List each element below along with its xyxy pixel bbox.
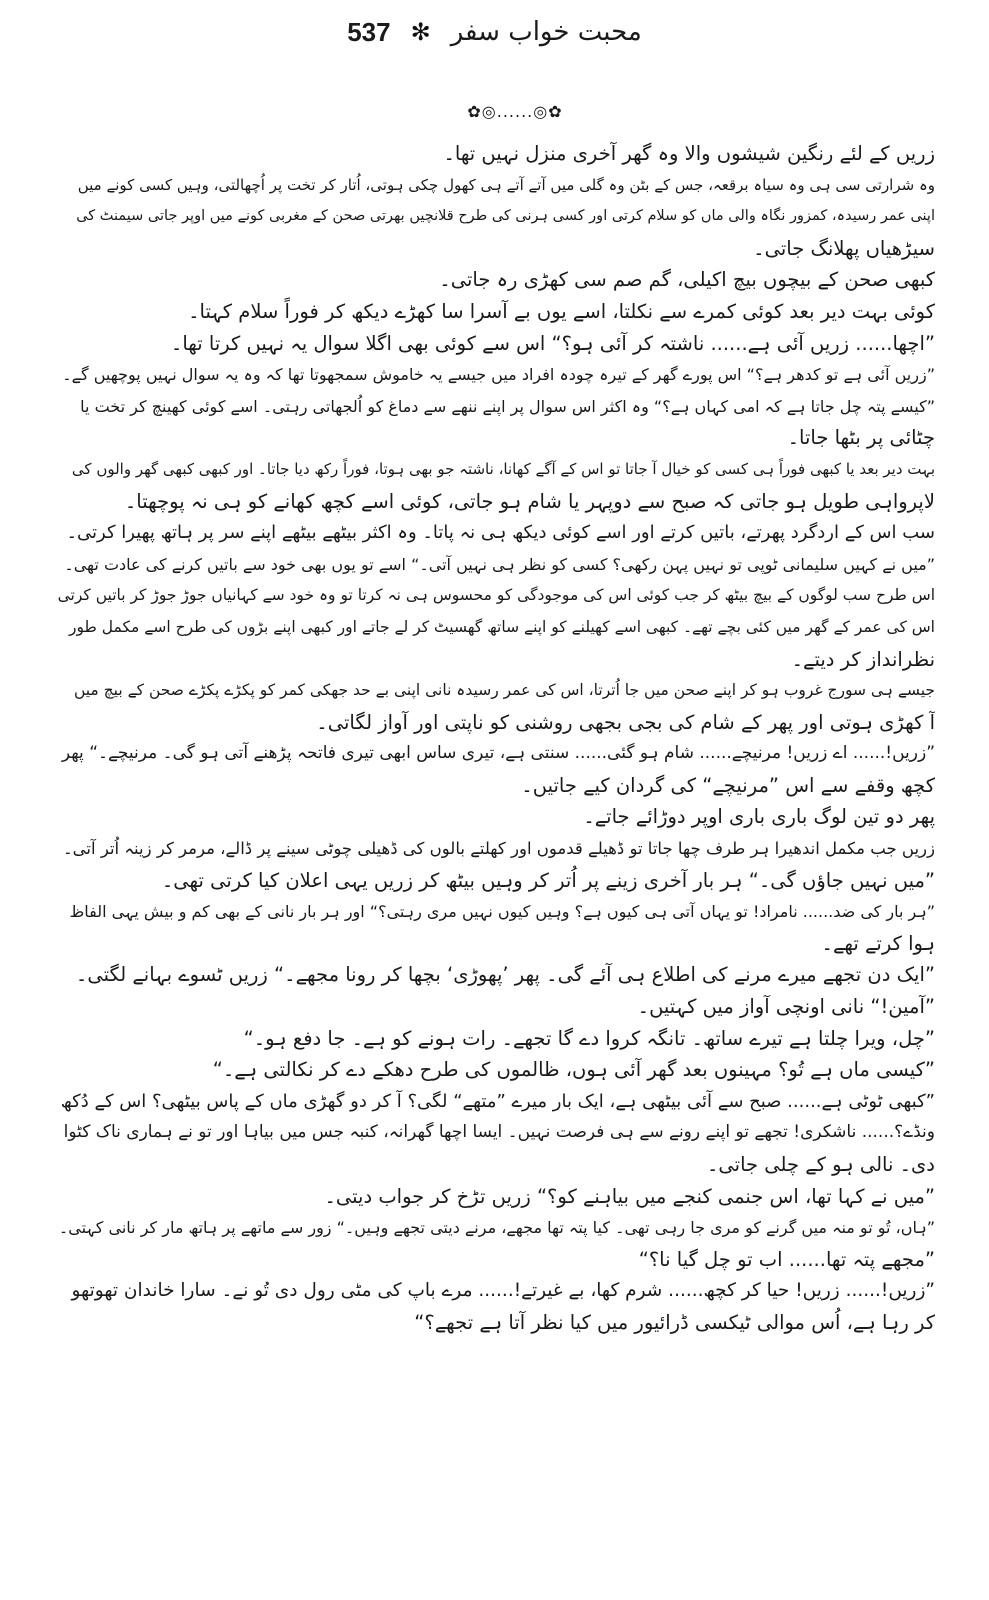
text-line: ”اچھا...... زریں آئی ہے...... ناشتہ کر آئی ہو؟“ اس سے کوئی بھی اگلا سوال یہ نہیں کرتا تھا۔	[170, 331, 935, 355]
text-line: ”چل، ویرا چلتا ہے تیرے ساتھ۔ تانگہ کروا دے گا تجھے۔ رات ہونے کو ہے۔ جا دفع ہو۔“	[243, 1026, 935, 1050]
text-line: ونڈے؟...... ناشکری! تجھے تو اپنے رونے سے ہی فرصت نہیں۔ ایسا اچھا گھرانہ، کنبہ جس میں بیاہا اور تو نے ہماری ناک کٹوا	[63, 1122, 935, 1143]
text-line: کبھی صحن کے بیچوں بیچ اکیلی، گم صم سی کھڑی رہ جاتی۔	[439, 268, 935, 292]
text-line: جیسے ہی سورج غروب ہو کر اپنے صحن میں جا اُترتا، اس کی عمر رسیدہ نانی اپنی بے حد جھکی کمر کو پکڑے پکڑے صحن کے بیچ میں	[73, 681, 935, 700]
text-line: زریں جب مکمل اندھیرا ہر طرف چھا جاتا تو ڈھیلے قدموں اور کھلتے بالوں کی ڈھیلی چوٹی سینے پر ڈالے، مرمر کر زینہ اُتر آتی۔	[63, 839, 935, 859]
text-line: ”میں نہیں جاؤں گی۔“ ہر بار آخری زینے پر اُتر کر وہیں بیٹھ کر زریں یہی اعلان کیا کرتی تھی۔	[161, 868, 935, 892]
text-line: اس کی عمر کے گھر میں کئی بچے تھے۔ کبھی اسے کھیلنے کو اپنے ساتھ گھسیٹ کر لے جاتے اور کبھی اپنے بڑوں کی طرح اسے مکمل طور	[69, 617, 935, 636]
text-line: ”میں نے کہا تھا، اس جنمی کنجے میں بیاہنے کو؟“ زریں تڑخ کر جواب دیتی۔	[324, 1184, 935, 1208]
text-line: آ کھڑی ہوتی اور پھر کے شام کی بجی بجھی روشنی کو ناپتی اور آواز لگاتی۔	[316, 710, 935, 734]
star-icon: ✻	[410, 18, 431, 46]
text-line: ”ہاں، تُو تو منہ میں گرنے کو مری جا رہی تھی۔ کیا پتہ تھا مجھے، مرنے دیتی تجھے وہیں۔“ زور سے ماتھے پر ہاتھ مار کر نانی کہتی۔	[58, 1218, 935, 1238]
text-line: ”زریں!...... زریں! حیا کر کچھ...... شرم کھا، بے غیرتے!...... مرے باپ کی مٹی رول دی تُو نے۔ سارا خاندان تھوتھو	[71, 1280, 935, 1302]
page-number: 537	[347, 16, 391, 47]
text-line: ہوا کرتے تھے۔	[821, 931, 935, 955]
text-line: ”ایک دن تجھے میرے مرنے کی اطلاع ہی آئے گی۔ پھر ’پھوڑی‘ بچھا کر رونا مجھے۔“ زریں ٹسوے بہانے لگتی۔	[75, 963, 935, 987]
text-line: وہ شرارتی سی ہی وہ سیاہ برقعہ، جس کے بٹن وہ گلی میں آتے آتے ہی کھول چکی ہوتی، اُتار کر تخت پر اُچھالتی، وہیں کسی کونے میں	[77, 175, 935, 194]
section-divider: ✿◎......◎✿	[467, 102, 563, 121]
text-line: ”آمین!“ نانی اونچی آواز میں کہتیں۔	[637, 995, 935, 1019]
text-line: سب اس کے اردگرد پھرتے، باتیں کرتے اور اسے کوئی دیکھ ہی نہ پاتا۔ وہ اکثر بیٹھے بیٹھے اپنے سر پر ہاتھ پھیرا کرتی۔	[66, 522, 935, 544]
body-text	[55, 138, 935, 1593]
text-line: ”زریں!...... اے زریں! مرنیچے...... شام ہو گئی...... سنتی ہے، تیری ساس ابھی تیری فاتحہ پڑھنے آتی ہو گی۔ مرنیچے۔“ پھر	[61, 743, 935, 764]
text-line: کوئی بہت دیر بعد کوئی کمرے سے نکلتا، اسے یوں بے آسرا سا کھڑے دیکھ کر فوراً سلام کہتا۔	[188, 299, 935, 323]
page-header	[0, 12, 989, 52]
text-line: کچھ وقفے سے اس ”مرنیچے“ کی گردان کیے جاتیں۔	[521, 773, 935, 797]
text-line: اپنی عمر رسیدہ، کمزور نگاہ والی ماں کو سلام کرتی اور کسی ہرنی کی طرح قلانچیں بھرتی صحن کے مغربی کونے میں اوپر جاتی سیمنٹ کی	[76, 208, 935, 225]
text-line: چٹائی پر بٹھا جاتا۔	[787, 426, 935, 450]
text-line: ”میں نے کہیں سلیمانی ٹوپی تو نہیں پہن رکھی؟ کسی کو نظر ہی نہیں آتی۔“ اسے تو یوں بھی خود سے باتیں کرنے کی عادت تھی۔	[64, 554, 935, 574]
text-line: ”زریں آئی ہے تو کدھر ہے؟“ اس پورے گھر کے تیرہ چودہ افراد میں جیسے یہ خاموش سمجھوتا تھا کہ وہ یہ سوال نہیں پوچھیں گے۔	[62, 365, 935, 385]
text-line: ”کیسے پتہ چل جاتا ہے کہ امی کہاں ہے؟“ وہ اکثر اس سوال پر اپنے ننھے سے دماغ کو اُلجھاتی رہتی۔ اسے کوئی کھینچ کر تخت یا	[80, 396, 935, 416]
text-line: لاپرواہی طویل ہو جاتی کہ صبح سے دوپہر یا شام ہو جاتی، کوئی اسے کچھ کھانے کو ہی نہ پوچھتا۔	[124, 489, 935, 513]
text-line: ”ہر بار کی ضد...... نامراد! تو یہاں آتی ہی کیوں ہے؟ وہیں کیوں نہیں مری رہتی؟“ اور ہر بار نانی کے بھی کم و بیش یہی الفاظ	[69, 902, 935, 922]
text-line: اس طرح سب لوگوں کے بیچ بیٹھ کر جب کوئی اس کی موجودگی کو محسوس ہی نہ کرتا تو وہ خود سے کہانیاں جوڑ جوڑ کر باتیں کرتی	[57, 586, 935, 605]
text-line: دی۔ نالی ہو کے چلی جاتی۔	[706, 1153, 935, 1176]
text-line: کر رہا ہے، اُس موالی ٹیکسی ڈرائیور میں کیا نظر آتا ہے تجھے؟“	[414, 1310, 935, 1334]
text-line: نظرانداز کر دیتے۔	[791, 647, 935, 671]
text-line: بہت دیر بعد یا کبھی فوراً ہی کسی کو خیال آ جاتا تو اس کے آگے کھانا، ناشتہ جو بھی ہوتا، فوراً رکھ دیا جاتا۔ اور کبھی کبھی گھر والوں کی	[71, 459, 935, 478]
text-line: سیڑھیاں پھلانگ جاتی۔	[753, 236, 935, 260]
text-line: ”کیسی ماں ہے تُو؟ مہینوں بعد گھر آئی ہوں، ظالموں کی طرح دھکے دے کر نکالتی ہے۔“	[212, 1058, 935, 1082]
book-title: محبت خواب سفر	[450, 17, 642, 47]
text-line: ”مجھے پتہ تھا...... اب تو چل گیا نا؟“	[638, 1247, 935, 1271]
text-line: ”کبھی ٹوٹی ہے...... صبح سے آئی بیٹھی ہے، ایک بار میرے ”متھے“ لگی؟ آ کر دو گھڑی ماں کے پاس بیٹھی؟ اس کے دُکھ	[60, 1090, 935, 1112]
text-line: زریں کے لئے رنگین شیشوں والا وہ گھر آخری منزل نہیں تھا۔	[443, 142, 935, 165]
text-line: پھر دو تین لوگ باری باری اوپر دوڑائے جاتے۔	[583, 805, 935, 829]
